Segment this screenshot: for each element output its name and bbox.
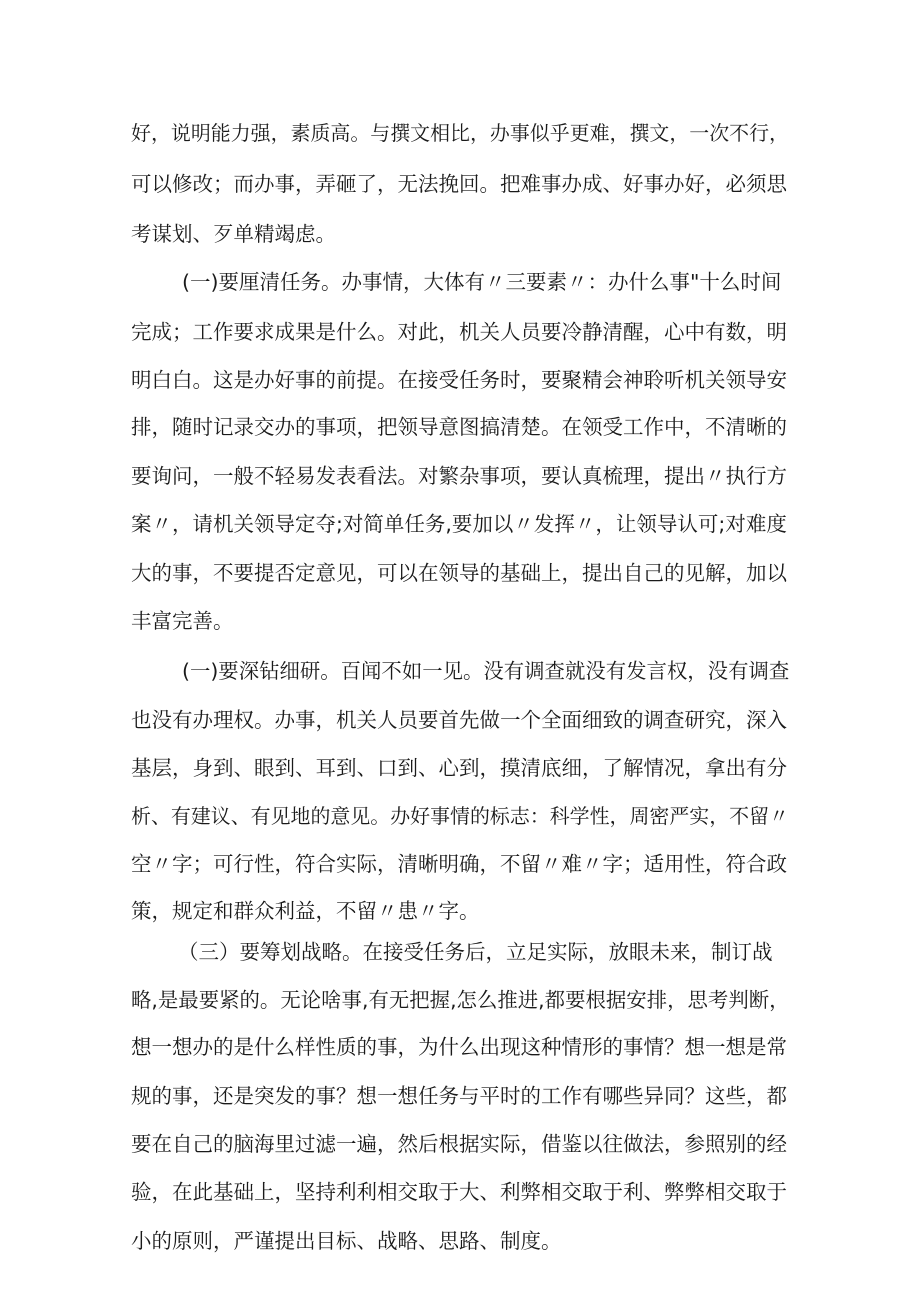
text-line: 小的原则，严谨提出目标、战略、思路、制度。 (131, 1229, 562, 1253)
text-line: 要询问，一般不轻易发表看法。对繁杂事项，要认真梳理，提出〃执行方 (131, 464, 787, 488)
text-line: 完成；工作要求成果是什么。对此，机关人员要冷静清醒，心中有数，明 (131, 320, 787, 344)
text-line: (一)要深钻细研。百闻不如一见。没有调查就没有发言权，没有调查 (182, 659, 790, 683)
text-line: 丰富完善。 (131, 609, 234, 633)
text-line: 要在自己的脑海里过滤一遍，然后根据实际，借鉴以往做法，参照别的经 (131, 1132, 787, 1156)
text-line: 可以修改；而办事，弄砸了，无法挽回。把难事办成、好事办好，必须思 (131, 172, 787, 196)
text-line: 验，在此基础上，坚持利利相交取于大、利弊相交取于利、弊弊相交取于 (131, 1180, 787, 1204)
text-line: （三）要筹划战略。在接受任务后，立足实际，放眼未来，制订战 (178, 940, 773, 964)
text-line: (一)要厘清任务。办事情，大体有〃三要素〃：办什么事"十么时间 (182, 270, 782, 294)
text-line: 析、有建议、有见地的意见。办好事情的标志：科学性，周密严实，不留〃 (131, 804, 789, 828)
text-line: 好，说明能力强，素质高。与撰文相比，办事似乎更难，撰文，一次不行， (131, 121, 789, 145)
text-line: 想一想办的是什么样性质的事，为什么出现这种情形的事情？想一想是常 (131, 1035, 787, 1059)
text-line: 规的事，还是突发的事？想一想任务与平时的工作有哪些异同？这些，都 (131, 1084, 787, 1108)
text-line: 排，随时记录交办的事项，把领导意图搞清楚。在领受工作中，不清晰的 (131, 415, 787, 439)
text-line: 考谋划、歹单精竭虑。 (131, 222, 336, 246)
text-line: 策，规定和群众利益，不留〃患〃字。 (131, 899, 480, 923)
text-line: 大的事，不要提否定意见，可以在领导的基础上，提出自己的见解，加以 (131, 561, 787, 585)
text-line: 明白白。这是办好事的前提。在接受任务时，要聚精会神聆听机关领导安 (131, 368, 787, 392)
text-line: 也没有办理权。办事，机关人员要首先做一个全面细致的调查研究，深入 (131, 708, 787, 732)
text-line: 基层，身到、眼到、耳到、口到、心到，摸清底细，了解情况，拿出有分 (131, 756, 787, 780)
text-line: 案〃，请机关领导定夺;对简单任务,要加以〃发挥〃，让领导认可;对难度 (131, 512, 787, 536)
text-line: 空〃字；可行性，符合实际，清晰明确，不留〃难〃字；适用性，符合政 (131, 852, 787, 876)
text-line: 略,是最要紧的。无论啥事,有无把握,怎么推进,都要根据安排，思考判断， (131, 988, 790, 1012)
